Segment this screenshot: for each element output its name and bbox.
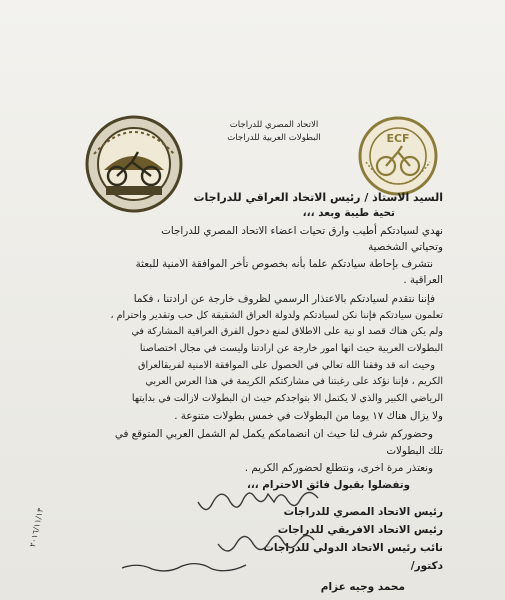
- recipient-line: السيد الاستاذ / رئيس الاتحاد العراقي للدراجات: [193, 191, 443, 204]
- ecf-logo-text: ECF: [386, 132, 410, 145]
- signature-title: دكتور/: [410, 560, 443, 572]
- organization-header: [190, 119, 358, 145]
- signature-title: رئيس الاتحاد المصري للدراجات: [283, 506, 443, 518]
- body-line: تعلمون سيادتكم فإننا نكن لسيادتكم ولدولة العراق الشقيقة كل حب وتقدير واحترام ،: [110, 310, 443, 321]
- body-line: العراقية .: [403, 274, 443, 286]
- org-name: الاتحاد المصري للدراجات: [229, 120, 319, 130]
- body-line: نهدي لسيادتكم أطيب وارق تحيات اعضاء الاتحاد المصري للدراجات: [161, 225, 443, 237]
- signature-title: نائب رئيس الاتحاد الدولي للدراجات: [263, 542, 443, 554]
- seal-cyclist-emblem-icon: [82, 112, 186, 216]
- body-line: فإننا نتقدم لسيادتكم بالاعتذار الرسمي لظروف خارجة عن ارادتنا ، فكما: [133, 293, 435, 305]
- body-line: وتحياتي الشخصية: [368, 241, 443, 253]
- body-line: وحيث انه قد وفقنا الله تعالي في الحصول على الموافقة الامنية لفريقالعراق: [138, 360, 435, 371]
- body-line: الكريم ، فإننا نؤكد على رغبتنا في مشاركتكم الكريمة في هذا العرس العربي: [145, 376, 443, 387]
- closing-line: وتفضلوا بقبول فائق الاحترام ،،،: [246, 479, 410, 491]
- body-line: نتشرف بإحاطة سيادتكم علما بأنه بخصوص تأخر الموافقة الامنية للبعثة: [135, 258, 433, 270]
- body-line: وحضوركم شرف لنا حيث ان انضمامكم يكمل لم الشمل العربي المتوقع في: [114, 428, 433, 440]
- handwritten-date: ٢٠١٦/١١/١٣: [28, 507, 46, 548]
- org-subtitle: البطولات العربية للدراجات: [227, 133, 321, 143]
- signatory-name: محمد وجيه عزام: [320, 581, 405, 593]
- body-line: ولم يكن هناك قصد او نية على الاطلاق لمنع دخول الفرق العراقية المشاركة في: [131, 326, 443, 337]
- body-line: الرياضي الكبير والذي لا يكتمل الا بتواجدكم حيث ان البطولات لازالت في بدايتها: [131, 393, 443, 404]
- body-line: ولا يزال هناك ١٧ يوما من البطولات في خمس بطولات متنوعة .: [174, 410, 443, 422]
- signature-scribble: [120, 560, 250, 574]
- greeting: تحية طيبة وبعد ،،،: [302, 207, 395, 219]
- body-line: تلك البطولات: [386, 445, 443, 457]
- body-line: ونعتذر مرة اخرى، ونتطلع لحضوركم الكريم .: [244, 462, 433, 474]
- signature-title: رئيس الاتحاد الافريقي للدراجات: [277, 524, 443, 536]
- body-line: البطولات العربية حيث انها امور خارجة عن ارادتنا وليست في مجال اختصاصنا: [139, 343, 443, 354]
